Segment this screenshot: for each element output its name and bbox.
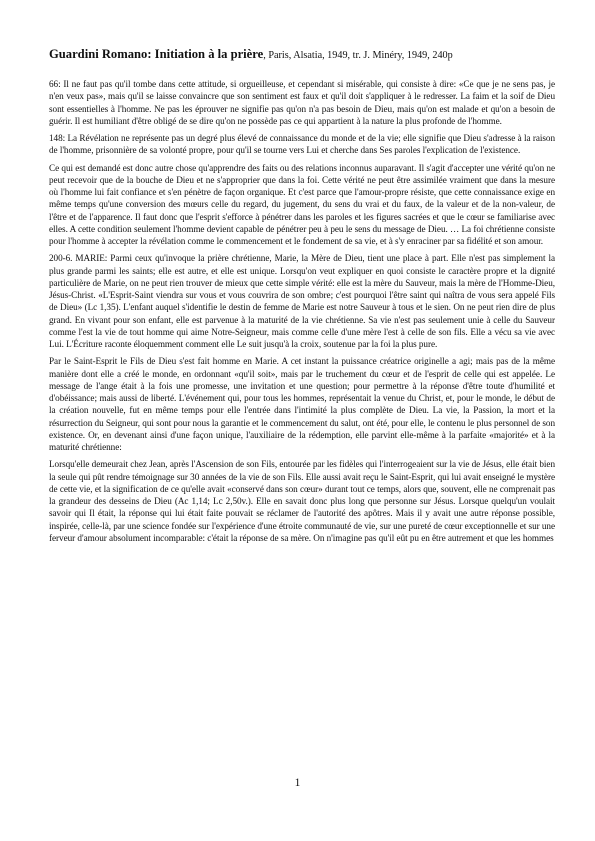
paragraph-148: 148: La Révélation ne représente pas un degré plus élevé de connaissance du monde et de la vie; elle signifie que Dieu s'adresse à la raison de l'homme, prisonnière de sa volonté propre, pour qu'il se tourne vers Lui et cherche dans Ses paroles l'explication de l'existence. [49,133,555,156]
page-number: 1 [294,777,301,789]
paragraph-200-marie: 200-6. MARIE: Parmi ceux qu'invoque la prière chrétienne, Marie, la Mère de Dieu, tient une place à part. Elle n'est pas simplement la plus grande parmi les saints; elle est autre, et elle est unique. Lorsqu'on veut expliquer en quoi consiste le caractère propre et la dignité particulière de Marie, on ne peut rien trouver de mieux que cette simple vérité: elle est la mère du Sauveur, mais la mère de l'Homme-Dieu, Jésus-Christ. «L'Esprit-Saint viendra sur vous et vous couvrira de son ombre; c'est pourquoi l'être saint qui naîtra de vous sera appelé Fils de Dieu» (Lc 1,35). L'enfant auquel s'identifie le destin de femme de Marie est notre Sauveur à tous et le sien. On ne peut rien dire de plus grand. En vivant pour son enfant, elle est parvenue à la maturité de la vie chrétienne. Sa vie n'est pas seulement unie à celle du Sauveur comme l'est la vie de tout homme qui aime Notre-Seigneur, mais comme celle d'une mère l'est à celle de son fils. Elle a vécu sa vie avec Lui. L'Écriture raconte éloquemment comment elle Le suit jusqu'à la croix, soutenue par la foi la plus pure. [49,253,555,349]
page-body [49,46,555,549]
paragraph-saint-esprit: Par le Saint-Esprit le Fils de Dieu s'est fait homme en Marie. A cet instant la puissance créatrice originelle a agi; mais pas de la même manière dont elle a créé le monde, en ordonnant «qu'il soit», mais par le truchement du cœur et de l'esprit de celle qui est appelée. Le message de l'ange était à la fois une promesse, une invitation et une question; pour permettre à la réponse d'être toute d'humilité et d'obéissance; mais aussi de liberté. L'événement qui, pour tous les hommes, représentait la venue du Christ, et, pour le monde, le début de la création nouvelle, fut en même temps pour elle l'entrée dans l'intimité la plus complète de Dieu. La vie, la Passion, la mort et la résurrection du Seigneur, qui sont pour nous la garantie et le commencement du salut, ont été, pour elle, le contenu le plus personnel de son existence. Or, en devenant ainsi d'une façon unique, l'auxiliaire de la rédemption, elle parvint elle-même à la parfaite «majorité» et à la maturité chrétienne: [49,356,555,452]
citation-header [49,46,555,64]
paragraph-66: 66: Il ne faut pas qu'il tombe dans cette attitude, si orgueilleuse, et cependant si misérable, qui consiste à dire: «Ce que je ne sens pas, je n'en veux pas», mais qu'il se laisse convaincre que son sentiment est faux et qu'il doit s'appliquer à le redresser. La faim et la soif de Dieu sont essentielles à l'homme. Ne pas les éprouver ne signifie pas qu'on n'a pas besoin de Dieu, mais qu'on est malade et qu'on a besoin de guérir. Il est humiliant d'être obligé de se dire qu'on ne possède pas ce qui appartient à la nature la plus profonde de l'homme. [49,79,555,126]
citation-details: , Paris, Alsatia, 1949, tr. J. Minéry, 1949, 240p [263,50,453,61]
paragraph-chez-jean: Lorsqu'elle demeurait chez Jean, après l'Ascension de son Fils, entourée par les fidèles qui l'interrogeaient sur la vie de Jésus, elle était bien la seule qui pût rendre témoignage sur 30 années de la vie de son Fils. Elle aussi avait reçu le Saint-Esprit, qui lui avait enseigné le mystère de cette vie, et la signification de ce qu'elle avait «conservé dans son cœur» durant tout ce temps, alors que, souvent, elle ne comprenait pas la grandeur des desseins de Dieu (Ac 1,14; Lc 2,50v.). Elle en savait donc plus long que personne sur Jésus. Lorsque quelqu'un voulait savoir qui Il était, la réponse qui lui était faite pouvait se réclamer de l'autorité des apôtres. Mais il y avait une autre réponse possible, inspirée, celle-là, par une science fondée sur l'expérience d'une étroite communauté de vie, sur une pureté de cœur exceptionnelle et sur une ferveur d'amour absolument incomparable: c'était la réponse de sa mère. On n'imagine pas qu'il eût pu en être autrement et que les hommes [49,459,555,543]
paragraph-148-continued: Ce qui est demandé est donc autre chose qu'apprendre des faits ou des relations inconnus auparavant. Il s'agit d'accepter une vérité qu'on ne peut recevoir que de la bouche de Dieu et ne s'approprier que dans la foi. Cette vérité ne peut être assimilée vraiment que dans la mesure où l'homme lui fait confiance et s'en pénètre de façon organique. Et c'est parce que l'amour-propre résiste, que cette connaissance exige en même temps qu'une conversion des mœurs celle du regard, du jugement, du sens du vrai et du faux, de la valeur et de la non-valeur, de l'être et de l'apparence. Il faut donc que l'esprit s'efforce à pénétrer dans les paroles et les figures sacrées et que le cœur se familiarise avec elles. A cette condition seulement l'homme devient capable de pénétrer peu à peu le sens du message de Dieu. … La foi chrétienne consiste pour l'homme à accepter la révélation comme le commencement et le fondement de sa vie, et à s'y enraciner par sa fidélité et son amour. [49,162,555,246]
book-title: Guardini Romano: Initiation à la prière [49,47,264,61]
